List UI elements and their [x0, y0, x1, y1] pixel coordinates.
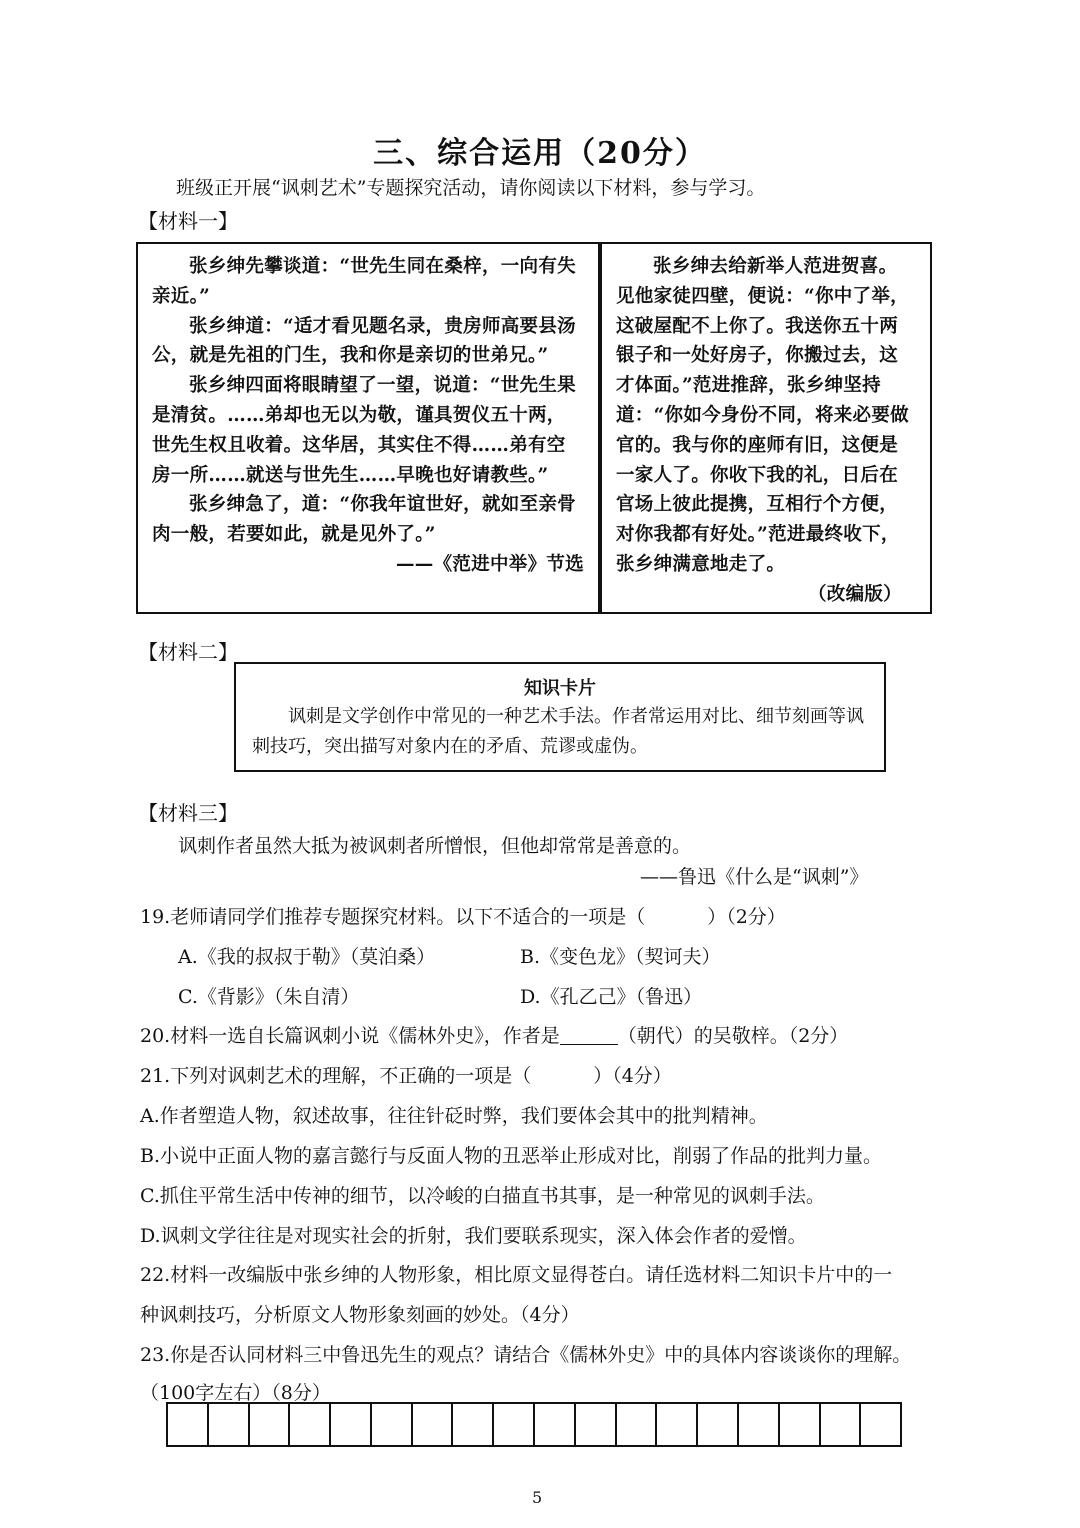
answer-cell[interactable]	[698, 1404, 739, 1445]
q22-line2: 种讽刺技巧，分析原文人物形象刻画的妙处。（4分）	[140, 1304, 580, 1326]
q21-stem-text: 21.下列对讽刺艺术的理解，不正确的一项是（	[140, 1065, 532, 1087]
material3-quote: 讽刺作者虽然大抵为被讽刺者所憎恨，但他却常常是善意的。	[178, 835, 692, 857]
q19-option-a: A.《我的叔叔于勒》（莫泊桑）	[178, 946, 436, 968]
material1-left-para: 张乡绅先攀谈道：“世先生同在桑梓，一向有失亲近。”	[152, 256, 576, 307]
material2-label: 【材料二】	[138, 640, 238, 664]
q20-answer-blank[interactable]	[560, 1025, 618, 1045]
answer-cell[interactable]	[290, 1404, 331, 1445]
material3-label: 【材料三】	[138, 801, 238, 825]
material3-source: ——鲁迅《什么是“讽刺”》	[640, 866, 869, 888]
material1-right-text: 张乡绅去给新举人范进贺喜。见他家徒四壁，便说：“你中了举，这破屋配不上你了。我送你五十两银子和一处好房子，你搬过去，这才体面。”范进推辞，张乡绅坚持道：“你如今身份不同，将来必要做官的。我与你的座师有旧，这便是一家人了。你收下我的礼，日后在官场上彼此提携，互相行个方便，对你我都有好处。”范进最终收下，张乡绅满意地走了。	[616, 256, 909, 575]
q20-text-1: 20.材料一选自长篇讽刺小说《儒林外史》，作者是	[140, 1025, 560, 1047]
material1-label: 【材料一】	[138, 209, 238, 233]
answer-cell[interactable]	[453, 1404, 494, 1445]
knowledge-card	[234, 662, 886, 772]
q19-stem	[140, 902, 786, 929]
answer-cell[interactable]	[780, 1404, 821, 1445]
q20-text-2: （朝代）的吴敬梓。（2分）	[617, 1025, 849, 1047]
material1-left-para: 张乡绅四面将眼睛望了一望，说道：“世先生果是清贫。……弟却也无以为敬，谨具贺仪五十两，世先生权且收着。这华居，其实住不得……弟有空房一所……就送与世先生……早晚也好请教些。”	[152, 375, 576, 486]
q21-stem-end: ）（4分）	[593, 1065, 672, 1087]
section-title: 三、综合运用（20分）	[373, 136, 707, 171]
q21-option-b: B.小说中正面人物的嘉言懿行与反面人物的丑恶举止形成对比，削弱了作品的批判力量。	[140, 1145, 883, 1167]
answer-cell[interactable]	[331, 1404, 372, 1445]
page-number: 5	[532, 1488, 543, 1507]
material1-left-para: 张乡绅道：“适才看见题名录，贵房师高要县汤公，就是先祖的门生，我和你是亲切的世弟兄。”	[152, 315, 576, 367]
answer-cell[interactable]	[535, 1404, 576, 1445]
knowledge-card-text: 讽刺是文学创作中常见的一种艺术手法。作者常运用对比、细节刻画等讽刺技巧，突出描写对象内在的矛盾、荒谬或虚伪。	[252, 706, 864, 757]
answer-cell[interactable]	[209, 1404, 250, 1445]
q20	[140, 1021, 848, 1048]
answer-cell[interactable]	[250, 1404, 291, 1445]
q19-option-b: B.《变色龙》（契诃夫）	[520, 946, 721, 968]
answer-cell[interactable]	[657, 1404, 698, 1445]
q19-option-c: C.《背影》（朱自清）	[178, 986, 360, 1008]
answer-cell[interactable]	[576, 1404, 617, 1445]
q19-stem-text: 19.老师请同学们推荐专题探究材料。以下不适合的一项是（	[140, 906, 646, 928]
q21-option-c: C.抓住平常生活中传神的细节，以冷峻的白描直书其事，是一种常见的讽刺手法。	[140, 1185, 825, 1207]
answer-cell[interactable]	[739, 1404, 780, 1445]
q19-stem-end: ）（2分）	[707, 906, 786, 928]
material1-right-box	[600, 242, 932, 614]
answer-cell[interactable]	[372, 1404, 413, 1445]
q22-line1: 22.材料一改编版中张乡绅的人物形象，相比原文显得苍白。请任选材料二知识卡片中的一	[140, 1264, 893, 1286]
knowledge-card-title: 知识卡片	[524, 678, 596, 699]
material1-right-source: （改编版）	[807, 583, 902, 605]
answer-cell[interactable]	[617, 1404, 658, 1445]
answer-cell[interactable]	[861, 1404, 900, 1445]
q21-stem	[140, 1061, 672, 1088]
answer-cell[interactable]	[413, 1404, 454, 1445]
answer-cell[interactable]	[494, 1404, 535, 1445]
q23-line1: 23.你是否认同材料三中鲁迅先生的观点？请结合《儒林外史》中的具体内容谈谈你的理解。	[140, 1344, 912, 1366]
material1-left-box	[136, 242, 600, 614]
q19-option-d: D.《孔乙己》（鲁迅）	[520, 986, 703, 1008]
answer-cell[interactable]	[168, 1404, 209, 1445]
intro-text: 班级正开展“讽刺艺术”专题探究活动，请你阅读以下材料，参与学习。	[176, 177, 766, 199]
q21-option-d: D.讽刺文学往往是对现实社会的折射，我们要联系现实，深入体会作者的爱憎。	[140, 1225, 807, 1247]
answer-cell[interactable]	[821, 1404, 862, 1445]
answer-grid[interactable]	[166, 1402, 902, 1447]
q21-option-a: A.作者塑造人物，叙述故事，往往针砭时弊，我们要体会其中的批判精神。	[140, 1105, 768, 1127]
material1-left-source: ——《范进中举》节选	[395, 553, 584, 575]
q23-line2: （100字左右）（8分）	[140, 1382, 331, 1404]
material1-left-para: 张乡绅急了，道：“你我年谊世好，就如至亲骨肉一般，若要如此，就是见外了。”	[152, 494, 576, 546]
